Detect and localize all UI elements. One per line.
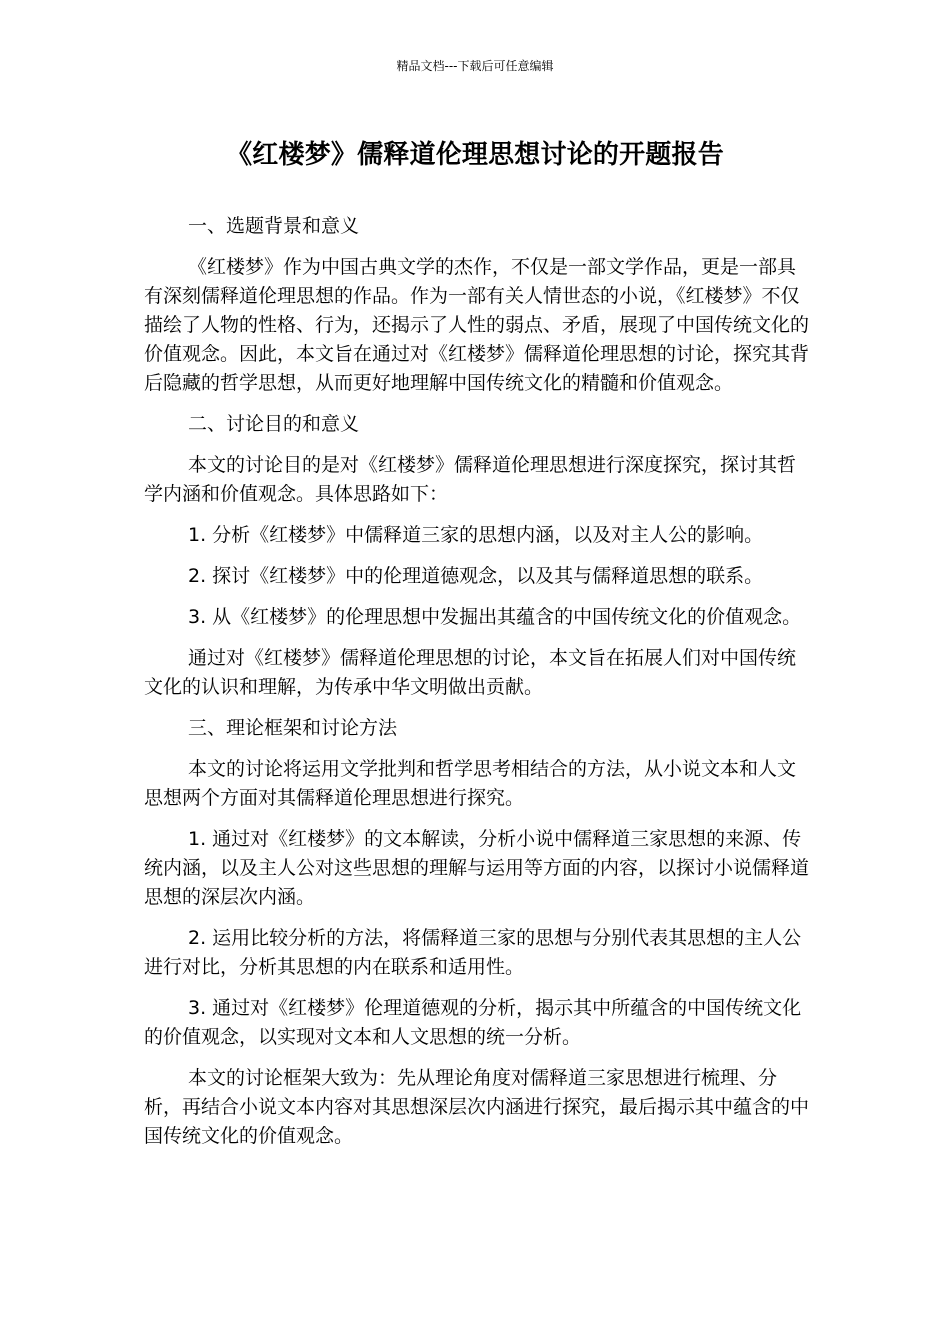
section-3-paragraph-2: 本文的讨论框架大致为：先从理论角度对儒释道三家思想进行梳理、分析，再结合小说文本内容对其思想深层次内涵进行探究，最后揭示其中蕴含的中国传统文化的价值观念。 xyxy=(144,1067,810,1147)
section-3-list-item-2: 2. 运用比较分析的方法，将儒释道三家的思想与分别代表其思想的主人公进行对比，分析其思想的内在联系和适用性。 xyxy=(144,927,802,978)
section-3-list-item-3: 3. 通过对《红楼梦》伦理道德观的分析，揭示其中所蕴含的中国传统文化的价值观念，以实现对文本和人文思想的统一分析。 xyxy=(144,997,802,1048)
section-2-list-item-3: 3. 从《红楼梦》的伦理思想中发掘出其蕴含的中国传统文化的价值观念。 xyxy=(188,606,802,628)
section-3-heading: 三、理论框架和讨论方法 xyxy=(188,717,398,739)
section-1-paragraph-1: 《红楼梦》作为中国古典文学的杰作，不仅是一部文学作品，更是一部具有深刻儒释道伦理思想的作品。作为一部有关人情世态的小说，《红楼梦》不仅描绘了人物的性格、行为，还揭示了人性的弱点、矛盾，展现了中国传统文化的价值观念。因此，本文旨在通过对《红楼梦》儒释道伦理思想的讨论，探究其背后隐藏的哲学思想，从而更好地理解中国传统文化的精髓和价值观念。 xyxy=(144,256,810,394)
document-body xyxy=(144,212,812,1151)
section-3-list-item-1: 1. 通过对《红楼梦》的文本解读，分析小说中儒释道三家思想的来源、传统内涵，以及主人公对这些思想的理解与运用等方面的内容，以探讨小说儒释道思想的深层次内涵。 xyxy=(144,828,810,908)
section-1-heading: 一、选题背景和意义 xyxy=(188,215,360,237)
section-3-paragraph-1: 本文的讨论将运用文学批判和哲学思考相结合的方法，从小说文本和人文思想两个方面对其儒释道伦理思想进行探究。 xyxy=(144,758,797,809)
section-2-paragraph-1: 本文的讨论目的是对《红楼梦》儒释道伦理思想进行深度探究，探讨其哲学内涵和价值观念。具体思路如下： xyxy=(144,454,797,505)
section-2-heading: 二、讨论目的和意义 xyxy=(188,413,360,435)
header-note: 精品文档---下载后可任意编辑 xyxy=(396,59,554,73)
section-2-list-item-2: 2. 探讨《红楼梦》中的伦理道德观念，以及其与儒释道思想的联系。 xyxy=(188,565,764,587)
document-title: 《红楼梦》儒释道伦理思想讨论的开题报告 xyxy=(226,140,724,170)
section-2-paragraph-2: 通过对《红楼梦》儒释道伦理思想的讨论，本文旨在拓展人们对中国传统文化的认识和理解，为传承中华文明做出贡献。 xyxy=(144,647,797,698)
section-2-list-item-1: 1. 分析《红楼梦》中儒释道三家的思想内涵，以及对主人公的影响。 xyxy=(188,524,764,546)
